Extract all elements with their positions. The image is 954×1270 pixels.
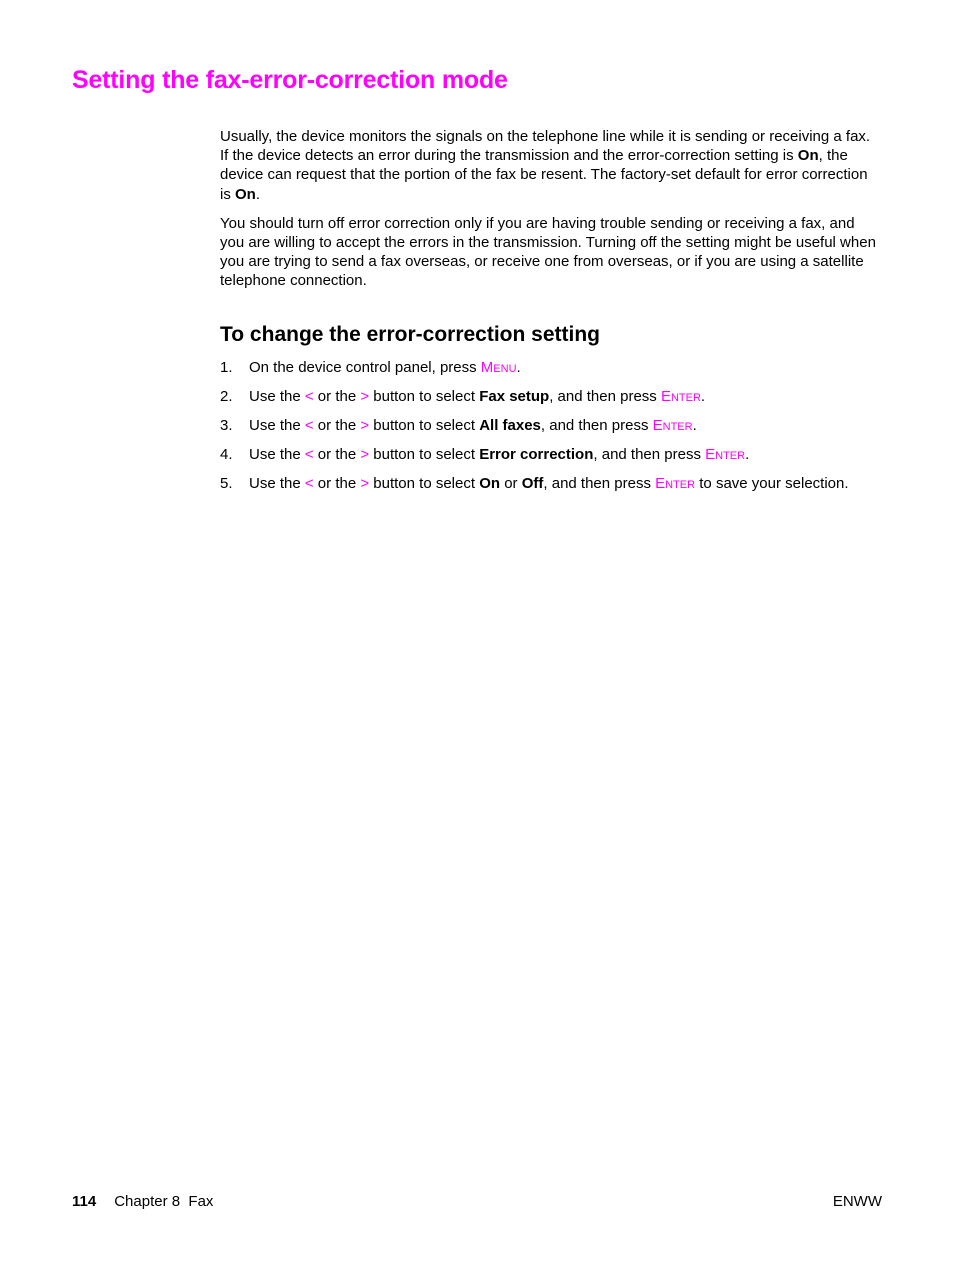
steps-list bbox=[220, 358, 882, 493]
bold-term: On bbox=[235, 185, 256, 203]
text-span: , and then press bbox=[593, 445, 706, 463]
footer-right-label: ENWW bbox=[832, 1193, 882, 1210]
page-footer bbox=[72, 1192, 882, 1211]
step-4 bbox=[220, 445, 882, 464]
text-span: or bbox=[500, 474, 522, 492]
text-span: button to select bbox=[369, 416, 480, 434]
text-span: or the bbox=[313, 387, 361, 405]
page-title: Setting the fax-error-correction mode bbox=[72, 66, 508, 94]
text-span: or the bbox=[313, 445, 361, 463]
key-enter: Enter bbox=[655, 474, 696, 492]
text-span: button to select bbox=[369, 445, 480, 463]
text-span: . bbox=[692, 416, 697, 434]
bold-term: Fax setup bbox=[479, 387, 550, 405]
step-1 bbox=[220, 358, 882, 377]
key-enter: Enter bbox=[652, 416, 693, 434]
step-number: 4. bbox=[220, 445, 233, 463]
step-number: 1. bbox=[220, 358, 233, 376]
text-span: , and then press bbox=[543, 474, 656, 492]
step-3 bbox=[220, 416, 882, 435]
section-heading: To change the error-correction setting bbox=[220, 322, 600, 346]
bold-term: Off bbox=[521, 474, 544, 492]
text-span: , and then press bbox=[549, 387, 661, 405]
step-number: 2. bbox=[220, 387, 233, 405]
key-right-arrow: > bbox=[360, 387, 370, 405]
key-left-arrow: < bbox=[304, 445, 314, 463]
text-span: or the bbox=[313, 416, 361, 434]
bold-term: Error correction bbox=[479, 445, 594, 463]
main-content bbox=[220, 127, 882, 503]
intro-paragraph-2: You should turn off error correction only if you are having trouble sending or receiving a fax, and you are willing to accept the errors in the transmission. Turning off the setting might be useful when you are trying to send a fax overseas, or receive one from overseas, or if you are using a satellite telephone connection. bbox=[220, 214, 876, 290]
text-span: On the device control panel, press bbox=[249, 358, 481, 376]
key-right-arrow: > bbox=[360, 445, 370, 463]
step-number: 3. bbox=[220, 416, 233, 434]
text-span: Use the bbox=[249, 416, 305, 434]
text-span: Use the bbox=[249, 474, 305, 492]
text-span: Usually, the device monitors the signals on the telephone line while it is sending or receiving a fax. If the device detects an error during the transmission and the error-correction setting is bbox=[220, 128, 871, 165]
key-enter: Enter bbox=[705, 445, 746, 463]
text-span: Use the bbox=[249, 445, 305, 463]
text-span: , the device can request that the portion of the fax be resent. The factory-set default for error correction is bbox=[220, 147, 868, 203]
key-right-arrow: > bbox=[360, 416, 370, 434]
step-number: 5. bbox=[220, 474, 233, 492]
chapter-label: Chapter 8 Fax bbox=[114, 1193, 214, 1210]
key-left-arrow: < bbox=[304, 387, 314, 405]
intro-paragraph-1 bbox=[220, 127, 882, 204]
text-span: . bbox=[745, 445, 750, 463]
text-span: button to select bbox=[369, 474, 480, 492]
text-span: to save your selection. bbox=[695, 474, 849, 492]
key-left-arrow: < bbox=[304, 474, 314, 492]
bold-term: All faxes bbox=[479, 416, 541, 434]
key-right-arrow: > bbox=[360, 474, 370, 492]
text-span: Use the bbox=[249, 387, 305, 405]
text-span: . bbox=[700, 387, 706, 405]
text-span: . bbox=[516, 358, 521, 376]
text-span: or the bbox=[313, 474, 361, 492]
step-2 bbox=[220, 387, 882, 406]
bold-term: On bbox=[479, 474, 501, 492]
text-span: , and then press bbox=[540, 416, 653, 434]
step-5 bbox=[220, 474, 882, 493]
key-menu: Menu bbox=[480, 358, 517, 376]
text-span: button to select bbox=[369, 387, 480, 405]
page-number: 114 bbox=[72, 1193, 97, 1210]
text-span: . bbox=[255, 185, 261, 203]
bold-term: On bbox=[797, 147, 819, 165]
key-enter: Enter bbox=[660, 387, 701, 405]
key-left-arrow: < bbox=[304, 416, 314, 434]
